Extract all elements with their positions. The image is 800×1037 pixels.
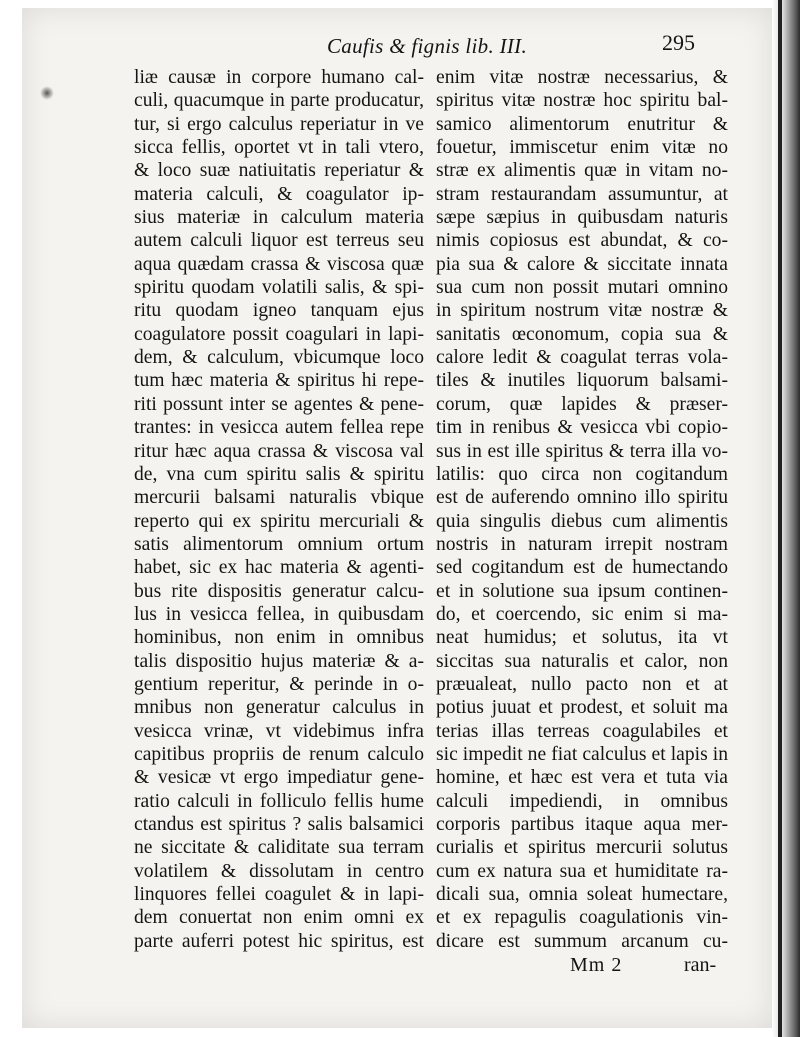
text-line: sicca fellis, oportet vt in tali vtero, bbox=[134, 137, 424, 159]
text-line: neat humidus; et solutus, ita vt bbox=[436, 627, 728, 649]
text-line: sæpe sæpius in quibusdam naturis bbox=[436, 207, 728, 229]
text-line: aqua quædam crassa & viscosa quæ bbox=[134, 253, 424, 275]
text-line: curialis et spiritus mercurii solutus bbox=[436, 837, 728, 859]
text-line: mnibus non generatur calculus in bbox=[134, 697, 424, 719]
text-line: præualeat, nullo pacto non et at bbox=[436, 673, 728, 695]
text-line: mercurii balsami naturalis vbique bbox=[134, 487, 424, 509]
text-line: trantes: in vesicca autem fellea repe bbox=[134, 417, 424, 439]
text-line: calore ledit & coagulat terras vola- bbox=[436, 347, 728, 369]
text-line: spiritu quodam volatili salis, & spi- bbox=[134, 277, 424, 299]
page-header bbox=[22, 30, 772, 64]
running-title: Caufis & fignis lib. III. bbox=[327, 34, 528, 58]
page-edge-shadow bbox=[772, 0, 800, 1037]
text-line: stram restaurandam assumuntur, at bbox=[436, 183, 728, 205]
text-line: corporis partibus itaque aqua mer- bbox=[436, 814, 728, 835]
text-line: volatilem & dissolutam in centro bbox=[134, 860, 424, 882]
text-line: enim vitæ nostræ necessarius, & bbox=[436, 67, 728, 88]
page-edge-strip bbox=[778, 0, 782, 1037]
text-line: habet, sic ex hac materia & agenti- bbox=[134, 557, 424, 579]
text-line: & loco suæ natiuitatis reperiatur & bbox=[134, 160, 424, 182]
text-line: dem, & calculum, vbicumque loco bbox=[134, 347, 424, 369]
text-line: sus in est ille spiritus & terra illa vo- bbox=[436, 440, 728, 462]
text-line: stræ ex alimentis quæ in vitam no- bbox=[436, 160, 728, 182]
text-line: materia calculi, & coagulator ip- bbox=[134, 183, 424, 205]
text-line: quia singulis diebus cum alimentis bbox=[436, 510, 728, 532]
text-line: calculi impediendi, in omnibus bbox=[436, 790, 728, 812]
text-line: homine, et hæc est vera et tuta via bbox=[436, 767, 728, 789]
text-line: samico alimentorum enutritur & bbox=[436, 113, 728, 135]
signature-mark: Mm 2 bbox=[570, 954, 623, 976]
right-text-column bbox=[436, 66, 728, 953]
text-line: pia sua & calore & siccitate innata bbox=[436, 253, 728, 275]
text-line: lus in vesicca fellea, in quibusdam bbox=[134, 603, 424, 625]
text-line: satis alimentorum omnium ortum bbox=[134, 533, 424, 555]
ink-spot bbox=[40, 86, 54, 100]
text-line: sed cogitandum est de humectando bbox=[436, 557, 728, 579]
text-line: tim in renibus & vesicca vbi copio- bbox=[436, 417, 728, 439]
text-line: est de auferendo omnino illo spiritu bbox=[436, 487, 728, 509]
text-line: dicare est summum arcanum cu- bbox=[436, 930, 728, 952]
left-text-column bbox=[134, 66, 424, 953]
text-line: in spiritum nostrum vitæ nostræ & bbox=[436, 300, 728, 322]
text-line: ne siccitate & caliditate sua terram bbox=[134, 837, 424, 859]
text-line: vesicca vrinæ, vt videbimus infra bbox=[134, 720, 424, 742]
text-line: culi, quacumque in parte producatur, bbox=[134, 90, 424, 112]
text-line: corum, quæ lapides & præser- bbox=[436, 393, 728, 415]
text-line: dicali sua, omnia soleat humectare, bbox=[436, 884, 728, 906]
text-line: nimis copiosus est abundat, & co- bbox=[436, 230, 728, 252]
text-line: et ex repagulis coagulationis vin- bbox=[436, 907, 728, 929]
text-line: coagulatore possit coagulari in lapi- bbox=[134, 323, 424, 345]
text-line: capitibus propriis de renum calculo bbox=[134, 743, 424, 765]
text-line: sua cum non possit mutari omnino bbox=[436, 277, 728, 299]
text-line: talis dispositio hujus materiæ & a- bbox=[134, 650, 424, 672]
text-line: riti possunt inter se agentes & pene- bbox=[134, 393, 424, 415]
text-line: reperto qui ex spiritu mercuriali & bbox=[134, 510, 424, 532]
text-line: sius materiæ in calculum materia bbox=[134, 207, 424, 229]
text-line: latilis: quo circa non cogitandum bbox=[436, 463, 728, 485]
catchword: ran- bbox=[684, 954, 717, 976]
text-line: parte auferri potest hic spiritus, est bbox=[134, 930, 424, 952]
text-line: hominibus, non enim in omnibus bbox=[134, 627, 424, 649]
text-line: ctandus est spiritus ? salis balsamici bbox=[134, 814, 424, 835]
text-line: de, vna cum spiritu salis & spiritu bbox=[134, 463, 424, 485]
text-line: siccitas sua naturalis et calor, non bbox=[436, 650, 728, 672]
text-line: ritu quodam igneo tanquam ejus bbox=[134, 300, 424, 322]
text-line: ritur hæc aqua crassa & viscosa val bbox=[134, 440, 424, 462]
text-line: potius juuat et prodest, et soluit ma bbox=[436, 697, 728, 719]
book-page bbox=[22, 8, 772, 1028]
text-line: linquores fellei coagulet & in lapi- bbox=[134, 884, 424, 906]
text-line: gentium reperitur, & perinde in o- bbox=[134, 673, 424, 695]
text-line: spiritus vitæ nostræ hoc spiritu bal- bbox=[436, 90, 728, 112]
text-line: liæ causæ in corpore humano cal- bbox=[134, 67, 424, 88]
text-line: et in solutione sua ipsum continen- bbox=[436, 580, 728, 602]
text-line: cum ex natura sua et humiditate ra- bbox=[436, 860, 728, 882]
text-line: autem calculi liquor est terreus seu bbox=[134, 230, 424, 252]
page-number: 295 bbox=[662, 30, 695, 55]
text-line: ratio calculi in folliculo fellis hume bbox=[134, 790, 424, 812]
text-line: do, et coercendo, sic enim si ma- bbox=[436, 603, 728, 625]
text-line: terias illas terreas coagulabiles et bbox=[436, 720, 728, 742]
text-line: tiles & inutiles liquorum balsami- bbox=[436, 370, 728, 392]
text-line: sic impedit ne fiat calculus et lapis in bbox=[436, 743, 728, 765]
text-line: tum hæc materia & spiritus hi repe- bbox=[134, 370, 424, 392]
text-line: tur, si ergo calculus reperiatur in ve bbox=[134, 113, 424, 135]
text-line: fouetur, immiscetur enim vitæ no bbox=[436, 137, 728, 159]
text-line: nostris in naturam irrepit nostram bbox=[436, 533, 728, 555]
text-line: dem conuertat non enim omni ex bbox=[134, 907, 424, 929]
text-line: & vesicæ vt ergo impediatur gene- bbox=[134, 767, 424, 789]
text-line: bus rite dispositis generatur calcu- bbox=[134, 580, 424, 602]
text-line: sanitatis œconomum, copia sua & bbox=[436, 323, 728, 345]
